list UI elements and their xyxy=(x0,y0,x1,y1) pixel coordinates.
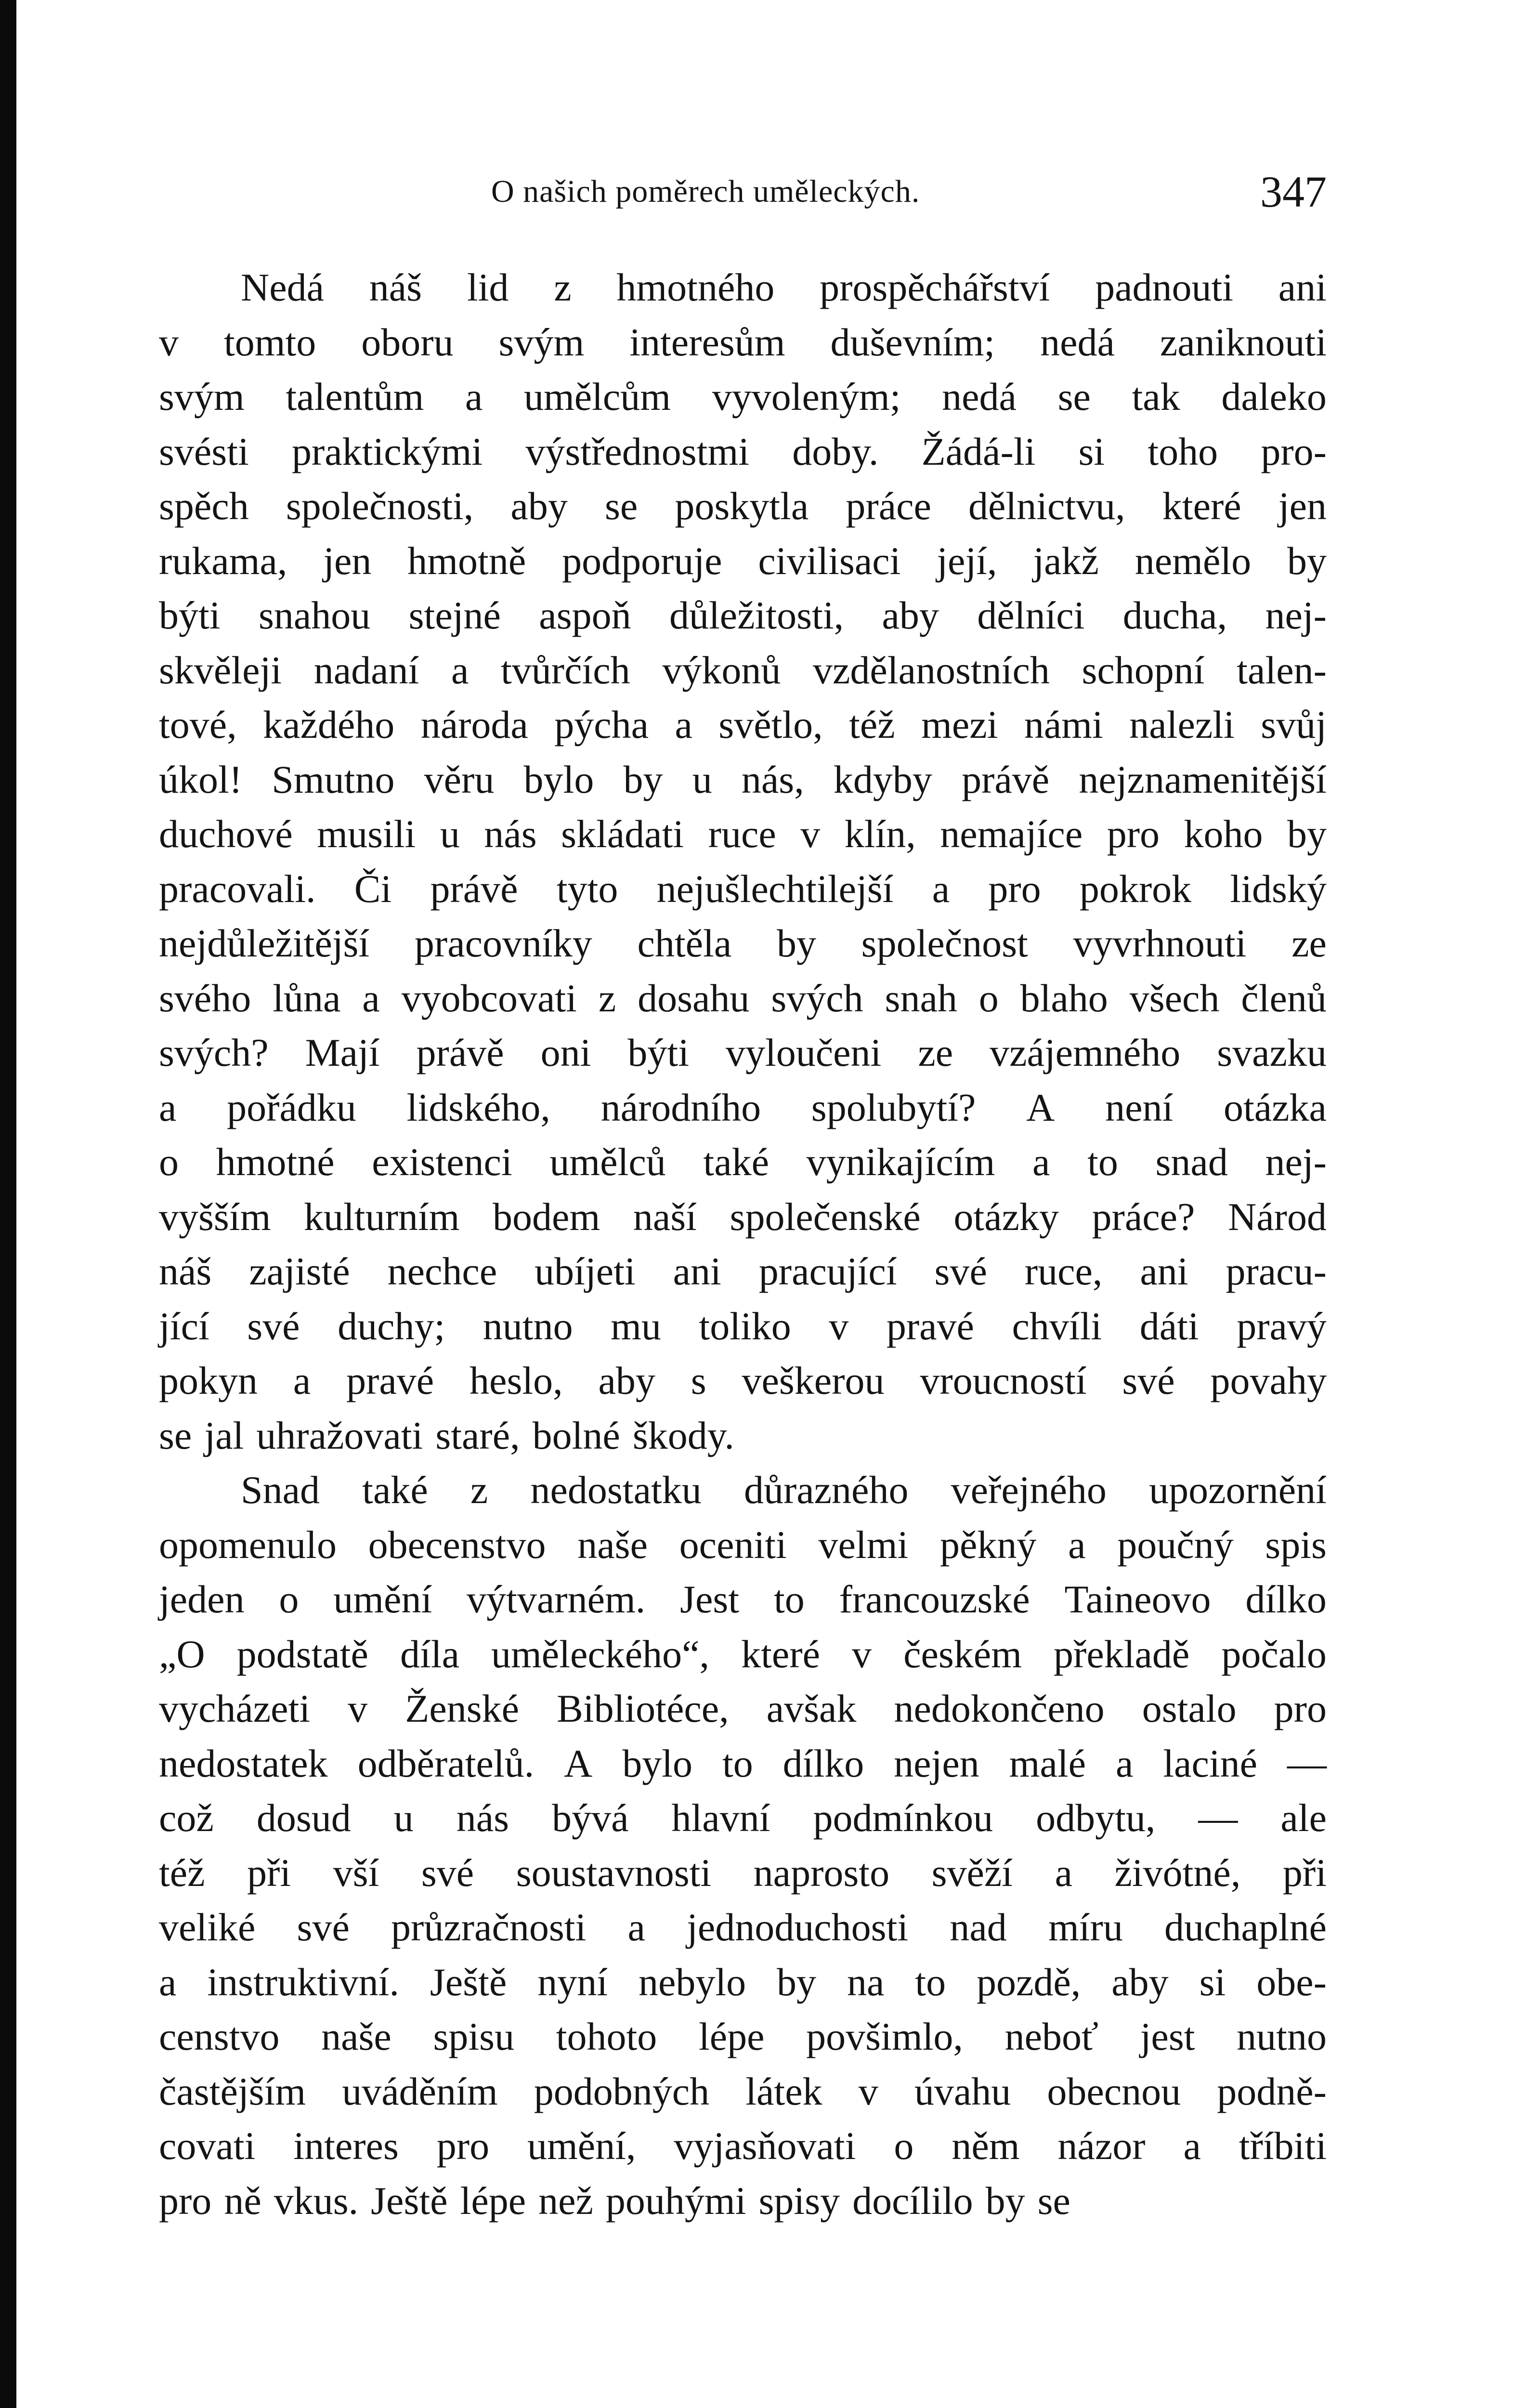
text-line: a pořádku lidského, národního spolubytí? A není otázka xyxy=(159,1085,1327,1129)
body-text xyxy=(159,260,1327,2228)
paragraph xyxy=(159,260,1327,1463)
text-line: opomenulo obecenstvo naše oceniti velmi pěkný a poučný spis xyxy=(159,1522,1327,1567)
text-line: náš zajisté nechce ubíjeti ani pracující své ruce, ani pracu- xyxy=(159,1249,1327,1293)
text-line: se jal uhražovati staré, bolné škody. xyxy=(159,1413,734,1457)
running-title: O našich poměrech uměleckých. xyxy=(491,174,920,209)
text-line: vyšším kulturním bodem naší společenské otázky práce? Národ xyxy=(159,1194,1327,1239)
text-line: Nedá náš lid z hmotného prospěchářství padnouti ani xyxy=(241,265,1327,309)
text-line: vycházeti v Ženské Bibliotéce, avšak nedokončeno ostalo pro xyxy=(159,1687,1327,1730)
page-header xyxy=(159,166,1327,219)
text-line: býti snahou stejné aspoň důležitosti, aby dělníci ducha, nej- xyxy=(159,593,1327,637)
text-line: „O podstatě díla uměleckého“, které v českém překladě počalo xyxy=(159,1632,1327,1676)
text-line: veliké své průzračnosti a jednoduchosti nad míru duchaplné xyxy=(159,1905,1327,1949)
text-line: svésti praktickými výstřednostmi doby. Žádá-li si toho pro- xyxy=(159,429,1327,473)
text-line: tové, každého národa pýcha a světlo, též mezi námi nalezli svůj xyxy=(159,703,1327,746)
text-line: nejdůležitější pracovníky chtěla by společnost vyvrhnouti ze xyxy=(159,921,1327,965)
text-line: a instruktivní. Ještě nyní nebylo by na to pozdě, aby si obe- xyxy=(159,1960,1327,2004)
paragraph xyxy=(159,1463,1327,2228)
text-line: svého lůna a vyobcovati z dosahu svých snah o blaho všech členů xyxy=(159,976,1327,1020)
text-line: pro ně vkus. Ještě lépe než pouhými spisy docílilo by se xyxy=(159,2178,1070,2223)
text-line: v tomto oboru svým interesům duševním; nedá zaniknouti xyxy=(159,320,1327,364)
text-line: Snad také z nedostatku důrazného veřejného upozornění xyxy=(241,1468,1327,1512)
text-line: pokyn a pravé heslo, aby s veškerou vroucností své povahy xyxy=(159,1359,1327,1402)
text-line: censtvo naše spisu tohoto lépe povšimlo, neboť jest nutno xyxy=(159,2015,1327,2058)
text-line: duchové musili u nás skládati ruce v klín, nemajíce pro koho by xyxy=(159,812,1327,856)
text-line: o hmotné existenci umělců také vynikajícím a to snad nej- xyxy=(159,1140,1327,1184)
text-line: rukama, jen hmotně podporuje civilisaci její, jakž nemělo by xyxy=(159,538,1327,583)
text-line: spěch společnosti, aby se poskytla práce dělnictvu, které jen xyxy=(159,484,1327,528)
text-line: též při vší své soustavnosti naprosto svěží a živótné, při xyxy=(159,1850,1327,1895)
text-line: častějším uváděním podobných látek v úvahu obecnou podně- xyxy=(159,2069,1327,2113)
text-line: covati interes pro umění, vyjasňovati o něm názor a tříbiti xyxy=(159,2124,1327,2168)
text-line: což dosud u nás bývá hlavní podmínkou odbytu, — ale xyxy=(159,1796,1327,1840)
text-line: svých? Mají právě oni býti vyloučeni ze vzájemného svazku xyxy=(159,1031,1327,1074)
text-line: skvěleji nadaní a tvůrčích výkonů vzdělanostních schopní talen- xyxy=(159,648,1327,692)
text-line: jící své duchy; nutno mu toliko v pravé chvíli dáti pravý xyxy=(159,1304,1327,1348)
text-line: úkol! Smutno věru bylo by u nás, kdyby právě nejznamenitější xyxy=(159,757,1327,801)
scan-border xyxy=(0,0,16,2408)
text-line: svým talentům a umělcům vyvoleným; nedá se tak daleko xyxy=(159,375,1327,419)
page-number: 347 xyxy=(1260,167,1327,216)
text-line: jeden o umění výtvarném. Jest to francouzské Taineovo dílko xyxy=(159,1577,1327,1621)
text-line: pracovali. Či právě tyto nejušlechtilejší a pro pokrok lidský xyxy=(159,866,1327,911)
text-line: nedostatek odběratelů. A bylo to dílko nejen malé a laciné — xyxy=(159,1741,1327,1785)
